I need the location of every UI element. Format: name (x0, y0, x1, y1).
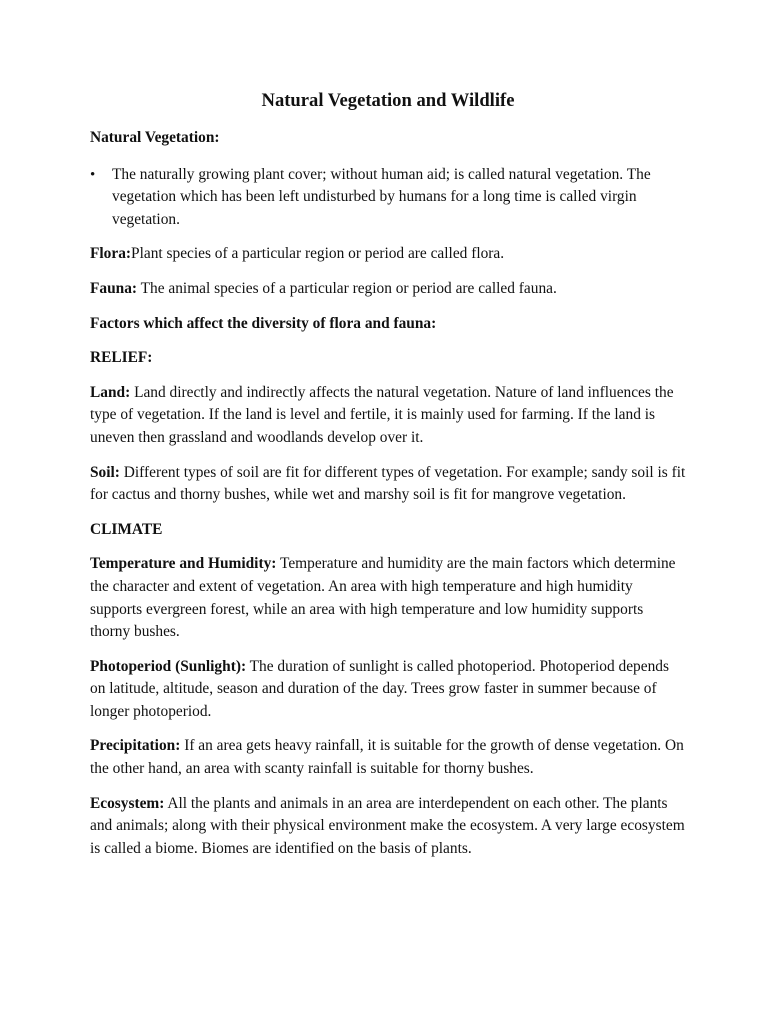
ecosystem-paragraph (90, 793, 686, 861)
list-item (90, 164, 686, 232)
photoperiod-paragraph (90, 656, 686, 724)
temperature-label: Temperature and Humidity: (90, 555, 277, 573)
land-paragraph (90, 382, 686, 450)
precipitation-paragraph (90, 735, 686, 780)
flora-text: Plant species of a particular region or period are called flora. (131, 245, 505, 263)
precipitation-text: If an area gets heavy rainfall, it is suitable for the growth of dense vegetation. On the other hand, an area with scanty rainfall is suitable for thorny bushes. (90, 737, 684, 778)
flora-label: Flora: (90, 245, 132, 263)
ecosystem-label: Ecosystem: (90, 794, 165, 812)
photoperiod-text: The duration of sunlight is called photoperiod. Photoperiod depends on latitude, altitude, season and duration of the day. Trees grow faster in summer because of longer photoperiod. (90, 657, 669, 720)
land-label: Land: (90, 383, 131, 401)
climate-heading: CLIMATE (90, 520, 163, 538)
soil-label: Soil: (90, 463, 120, 481)
document-page (90, 88, 686, 872)
photoperiod-label: Photoperiod (Sunlight): (90, 657, 247, 675)
soil-paragraph (90, 462, 686, 507)
fauna-paragraph (90, 278, 686, 301)
natural-vegetation-heading: Natural Vegetation: (90, 129, 220, 146)
fauna-text: The animal species of a particular region or period are called fauna. (137, 279, 557, 297)
bullet-icon: • (90, 166, 96, 183)
soil-text: Different types of soil are fit for different types of vegetation. For example; sandy soil is fit for cactus and thorny bushes, while wet and marshy soil is fit for mangrove vegetation. (90, 463, 686, 504)
temperature-text: Temperature and humidity are the main factors which determine the character and extent of vegetation. An area with high temperature and high humidity supports evergreen forest, while an area with high temperature and low humidity supports thorny bushes. (90, 555, 676, 641)
temperature-paragraph (90, 553, 686, 643)
precipitation-label: Precipitation: (90, 737, 181, 755)
land-text: Land directly and indirectly affects the natural vegetation. Nature of land influences the type of vegetation. If the land is level and fertile, it is mainly used for farming. If the land is uneven then grassland and woodlands develop over it. (90, 383, 674, 446)
flora-paragraph (90, 243, 686, 266)
relief-heading: RELIEF: (90, 349, 153, 367)
factors-heading: Factors which affect the diversity of flora and fauna: (90, 314, 437, 332)
bullet-list (90, 164, 686, 232)
fauna-label: Fauna: (90, 279, 138, 297)
ecosystem-text: All the plants and animals in an area are interdependent on each other. The plants and animals; along with their physical environment make the ecosystem. A very large ecosystem is called a biome. Biomes are identified on the basis of plants. (90, 794, 685, 857)
document-title: Natural Vegetation and Wildlife (261, 90, 515, 111)
bullet-text: The naturally growing plant cover; without human aid; is called natural vegetation. The vegetation which has been left undisturbed by humans for a long time is called virgin vegetation. (112, 165, 651, 228)
